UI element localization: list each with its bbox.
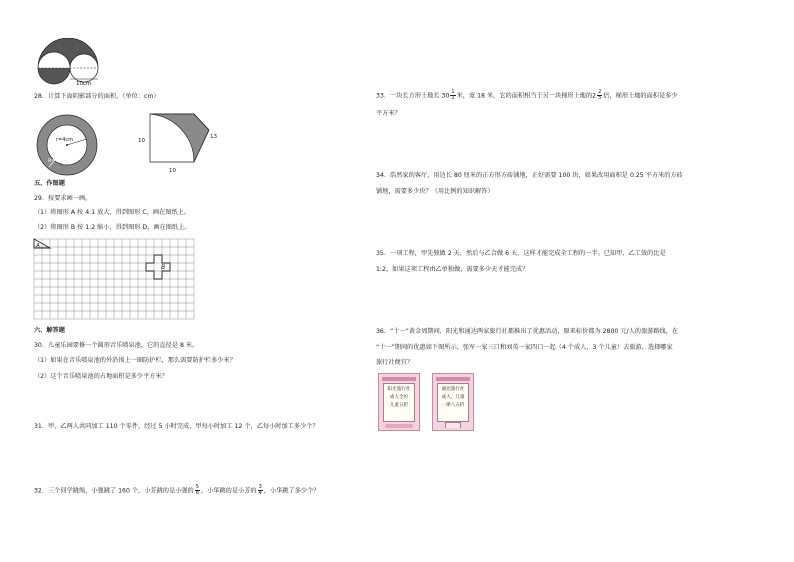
q29-2-text: （2）将图形 B 按 1:2 缩小，得到图形 D，画在图纸上。 (34, 224, 191, 231)
trap-right-label: 13 (210, 134, 217, 140)
trap-bottom-label: 10 (169, 168, 176, 174)
grid-label-a: A (36, 243, 40, 249)
q31-text: 31．甲、乙两人共同加工 110 个零件，经过 5 小时完成，甲每小时加工 12 个，乙每小时加工多少个？ (34, 423, 319, 430)
q32-fraction-2: $\frac{3}{4}$ (258, 484, 262, 496)
card2-building-icon (445, 422, 461, 428)
q33-line-1: 33．一块长方形土地长 30 $\frac{1}{2}$ 米，宽 18 米，它的面积相当于另一块梯形土地的2 $\frac{2}{5}$ 倍，梯形土地的面积是多少 (376, 89, 678, 101)
semicircle-figure (34, 38, 104, 86)
q30-2-text: （2）这个音乐喷泉池的占地面积是多少平方米？ (34, 373, 168, 380)
q36-line-1: 36．“十一”黄金周期间，阳光和通达两家旅行社都推出了优惠活动，原来标价都为 2800 元/人的旅游路线，在 (376, 328, 679, 335)
ring-figure (34, 112, 100, 178)
q34-line-1: 34．浩然家的客厅，用边长 80 厘米的正方形方砖铺地，正好需要 100 块，如果改用面积是 0.25 平方米的方砖 (376, 172, 683, 179)
q32-fraction-1: $\frac{5}{8}$ (195, 484, 199, 496)
q32-text: 32．三个同学跳绳，小强跳了 160 个，小芳跳的是小强的 $\frac{5}{8}$ ，小华跳的是小芳的 $\frac{3}{4}$ ，小华跳了多少个？ (34, 484, 320, 496)
q36-line-3: 旅行社便宜？ (376, 359, 414, 366)
trap-left-label: 10 (138, 138, 145, 144)
q36-line-2: “十一”期间的优惠如下图所示。张军一家三口和刘英一家四口一起（4 个成人，3 个儿童）去旅游，选择哪家 (376, 344, 673, 351)
section-5-heading: 五、作图题 (34, 180, 65, 187)
section-6-heading: 六、解答题 (34, 327, 65, 334)
q33-fraction-2: $\frac{2}{5}$ (598, 89, 602, 101)
agency-card-tongda (432, 373, 474, 431)
q35-line-2: 1:2。如果这项工程由乙单独做，需要多少天才能完成？ (376, 266, 529, 273)
square-quarter-figure (132, 110, 222, 176)
card1-line-1: 阳光旅行社 (387, 387, 411, 392)
q33-line-2: 平方米？ (376, 110, 401, 117)
q29-text: 29．按要求画一画。 (34, 195, 92, 202)
grid-label-b: B (161, 264, 166, 271)
agency-card-sunshine (378, 373, 420, 431)
q28-text: 28．计算下面阴影部分的面积。（单位：cm） (34, 93, 160, 100)
drawing-grid (33, 238, 197, 322)
q35-line-1: 35．一项工程，甲先独做 2 天，然后与乙合做 6 天，这样才能完成全工程的一半。已知甲、乙工效的比是 (376, 250, 666, 257)
q33-fraction-1: $\frac{1}{2}$ (451, 89, 455, 101)
q30-1-text: （1）如果在音乐喷泉池的外沿围上一圈防护栏，那么需要防护栏多少米？ (34, 357, 236, 364)
fig-top-label: 10cm (76, 81, 92, 86)
card2-line-1: 通达旅行社 (441, 387, 465, 392)
card2-line-2: 成人、儿童 (441, 395, 465, 400)
card1-line-3: 儿童五折 (389, 403, 409, 408)
ring-r-label: r=4cm (56, 137, 74, 143)
q34-line-2: 铺地，需要多少块？（用比例的知识解答） (376, 188, 494, 195)
card2-line-3: 一律八五折 (441, 403, 465, 408)
q30-text: 30．儿童乐园要修一个圆形音乐喷泉池，它的直径是 8 米。 (34, 342, 199, 349)
ring-R-label: R=6cm (48, 158, 67, 164)
card1-line-2: 成人全价 (389, 395, 409, 400)
q29-1-text: （1）将图形 A 按 4:1 放大，得到图形 C，画在图纸上。 (34, 209, 191, 216)
